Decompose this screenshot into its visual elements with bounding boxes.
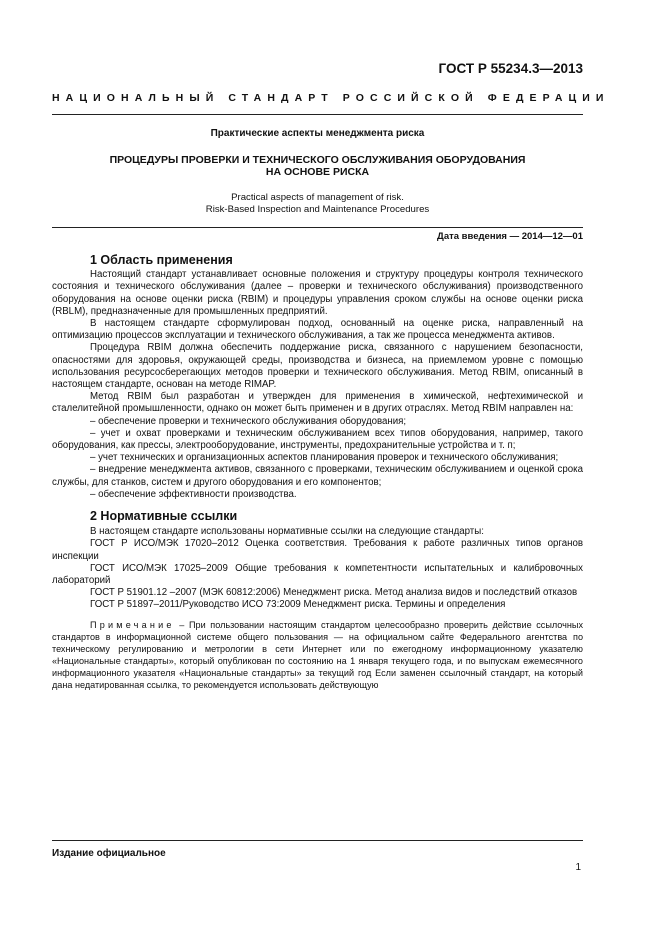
document-body bbox=[52, 251, 583, 691]
section-1-paragraph-4: Метод RBIM был разработан и утвержден для применения в химической, нефтехимической и сталелитейной промышленности, однако он может быть применен и в других отраслях. Метод RBIM направлен на: bbox=[52, 391, 583, 415]
note-paragraph bbox=[52, 619, 583, 691]
list-item: – учет и охват проверками и техническим обслуживанием всех типов оборудования, например, такого оборудования, как прессы, электрооборудование, инструменты, предохранительные устройства и т. п; bbox=[52, 427, 583, 452]
header-divider bbox=[52, 114, 583, 115]
note-text: – При пользовании настоящим стандартом целесообразно проверить действие ссылочных стандартов в информационной системе общего пользования — на официальном сайте Федерального агентства по техническому регулированию и метрологии в сети Интернет или по ежегодному информационному указателю «Национальные стандарты», который опубликован по состоянию на 1 января текущего года, и по выпускам ежемесячного информационного указателя «Национальные стандарты» за текущий год Если заменен ссылочный стандарт, на который дана недатированная ссылка, то рекомендуется использовать действующую bbox=[52, 619, 583, 690]
section-1-paragraph-2: В настоящем стандарте сформулирован подход, основанный на оценке риска, направленный на оптимизацию процессов эксплуатации и технического обслуживания, а так же процесса менеджмента активов. bbox=[52, 318, 583, 342]
list-item: – обеспечение эффективности производства. bbox=[90, 488, 297, 500]
list-item: – обеспечение проверки и технического обслуживания оборудования; bbox=[90, 415, 407, 427]
title-divider bbox=[52, 227, 583, 228]
document-title bbox=[52, 154, 583, 178]
document-subtitle: Практические аспекты менеджмента риска bbox=[210, 128, 425, 139]
section-2-heading: 2 Нормативные ссылки bbox=[90, 509, 238, 524]
reference-item: ГОСТ ИСО/МЭК 17025–2009 Общие требования к компетентности испытательных и калибровочных лабораторий bbox=[52, 562, 583, 587]
english-title bbox=[52, 192, 583, 216]
section-1-paragraph-3: Процедура RBIM должна обеспечить поддержание риска, связанного с нарушением безопасности, опасностями для здоровья, окружающей среды, производства и бизнеса, на приемлемом уровне с помощью использования ресурсосберегающих методов проверки и технического обслуживания. Метод RBIM, описанный в настоящем стандарте, основан на методе RIMAP. bbox=[52, 342, 583, 391]
national-standard-banner: НАЦИОНАЛЬНЫЙ СТАНДАРТ РОССИЙСКОЙ ФЕДЕРАЦИИ bbox=[52, 92, 610, 104]
reference-item: ГОСТ Р 51901.12 –2007 (МЭК 60812:2006) Менеджмент риска. Метод анализа видов и последствий отказов bbox=[90, 587, 578, 599]
title-line-2: НА ОСНОВЕ РИСКА bbox=[265, 166, 370, 178]
note-label: Примечание bbox=[90, 619, 175, 630]
title-line-1: ПРОЦЕДУРЫ ПРОВЕРКИ И ТЕХНИЧЕСКОГО ОБСЛУЖИВАНИЯ ОБОРУДОВАНИЯ bbox=[109, 154, 526, 166]
page-number: 1 bbox=[575, 862, 581, 873]
section-2-paragraph-1: В настоящем стандарте использованы нормативные ссылки на следующие стандарты: bbox=[90, 526, 484, 538]
english-title-line-1: Practical aspects of management of risk. bbox=[231, 192, 404, 203]
english-title-line-2: Risk-Based Inspection and Maintenance Procedures bbox=[205, 204, 430, 215]
reference-item: ГОСТ Р 51897–2011/Руководство ИСО 73:2009 Менеджмент риска. Термины и определения bbox=[90, 599, 506, 611]
section-1-heading: 1 Область применения bbox=[90, 253, 233, 267]
edition-label: Издание официальное bbox=[52, 848, 166, 859]
list-item: – внедрение менеджмента активов, связанного с проверками, техническим обслуживанием и оценкой срока службы, для станков, систем и другого оборудования и его компонентов; bbox=[52, 464, 583, 488]
list-item: – учет технических и организационных аспектов планирования проверок и технического обслуживания; bbox=[90, 452, 559, 464]
reference-item: ГОСТ Р ИСО/МЭК 17020–2012 Оценка соответствия. Требования к работе различных типов органов инспекции bbox=[52, 538, 583, 562]
section-1-paragraph-1: Настоящий стандарт устанавливает основные положения и структуру процедуры контроля технического состояния и технического обслуживания (далее – проверки и технического обслуживания) производственного оборудования на основе оценки риска (RBIM) и процедуры управления сроком службы на основе оценки риска (RBLM), предназначенные для промышленных предприятий. bbox=[52, 269, 583, 317]
introduction-date: Дата введения — 2014—12—01 bbox=[437, 231, 583, 242]
footer-divider bbox=[52, 840, 583, 841]
document-code: ГОСТ Р 55234.3—2013 bbox=[438, 61, 583, 76]
